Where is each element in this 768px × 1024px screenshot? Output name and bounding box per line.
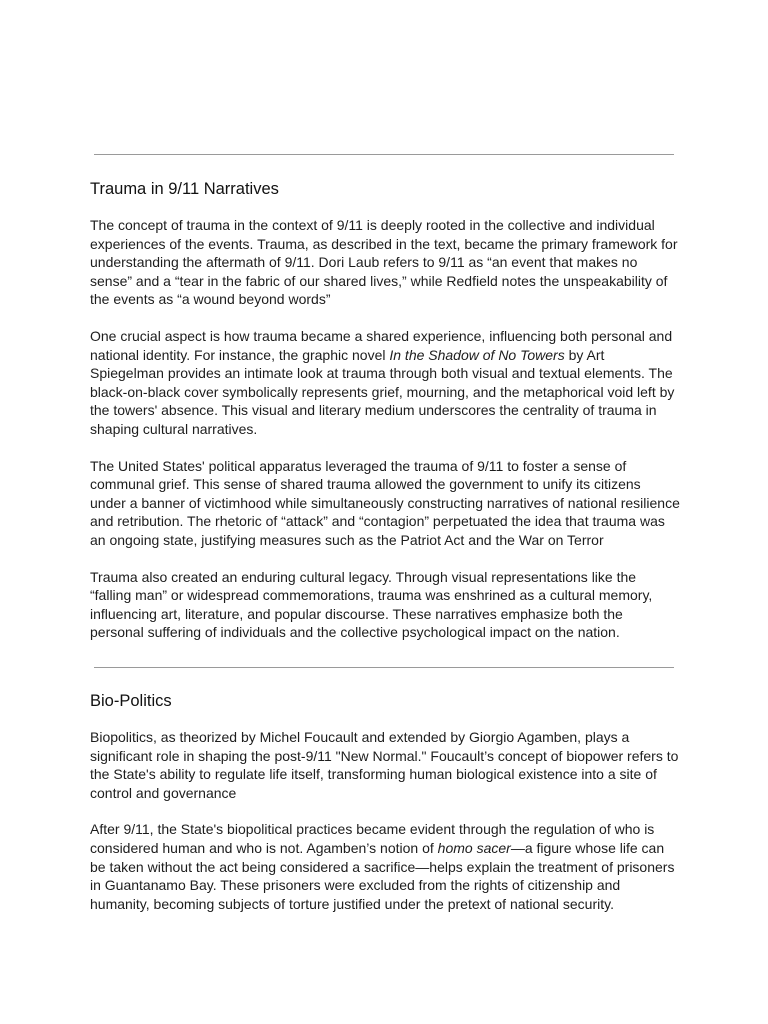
paragraph <box>90 327 680 439</box>
paragraph: Biopolitics, as theorized by Michel Foucault and extended by Giorgio Agamben, plays a significant role in shaping the post-9/11 "New Normal." Foucault’s concept of biopower refers to the State's ability to regulate life itself, transforming human biological existence into a site of control and governance <box>90 729 679 801</box>
section-heading: Bio-Politics <box>90 692 172 710</box>
section-heading: Trauma in 9/11 Narratives <box>90 180 279 198</box>
text-span: After 9/11, the State's biopolitical practices became evident through the regulation of who is considered human and who is not. Agamben’s notion of <box>90 821 655 856</box>
section-divider <box>94 667 674 668</box>
text-span: —a figure whose life can be taken without the act being considered a sacrifice—helps explain the treatment of prisoners in Guantanamo Bay. These prisoners were excluded from the rights of citizenship and humanity, becoming subjects of torture justified under the pretext of national security. <box>90 839 675 912</box>
paragraph: The concept of trauma in the context of 9/11 is deeply rooted in the collective and individual experiences of the events. Trauma, as described in the text, became the primary framework for understanding the aftermath of 9/11. Dori Laub refers to 9/11 as “an event that makes no sense” and a “tear in the fabric of our shared lives,” while Redfield notes the unspeakability of the events as “a wound beyond words” <box>90 217 678 308</box>
section-bio-politics <box>90 691 680 931</box>
italic-title: In the Shadow of No Towers <box>389 346 565 363</box>
section-trauma <box>90 179 680 660</box>
paragraph: The United States' political apparatus leveraged the trauma of 9/11 to foster a sense of communal grief. This sense of shared trauma allowed the government to unify its citizens under a banner of victimhood while simultaneously constructing narratives of national resilience and retribution. The rhetoric of “attack” and “contagion” perpetuated the idea that trauma was an ongoing state, justifying measures such as the Patriot Act and the War on Terror <box>90 457 680 548</box>
paragraph: Trauma also created an enduring cultural legacy. Through visual representations like the “falling man” or widespread commemorations, trauma was enshrined as a cultural memory, influencing art, literature, and popular discourse. These narratives emphasize both the personal suffering of individuals and the collective psychological impact on the nation. <box>90 568 653 641</box>
text-span: by Art Spiegelman provides an intimate look at trauma through both visual and textual elements. The black-on-black cover symbolically represents grief, mourning, and the metaphorical void left by the towers' absence. This visual and literary medium underscores the centrality of trauma in shaping cultural narratives. <box>90 346 675 437</box>
italic-term: homo sacer <box>437 839 511 856</box>
paragraph <box>90 820 680 913</box>
section-divider <box>94 154 674 155</box>
text-span: One crucial aspect is how trauma became a shared experience, influencing both personal and national identity. For instance, the graphic novel <box>90 327 673 363</box>
